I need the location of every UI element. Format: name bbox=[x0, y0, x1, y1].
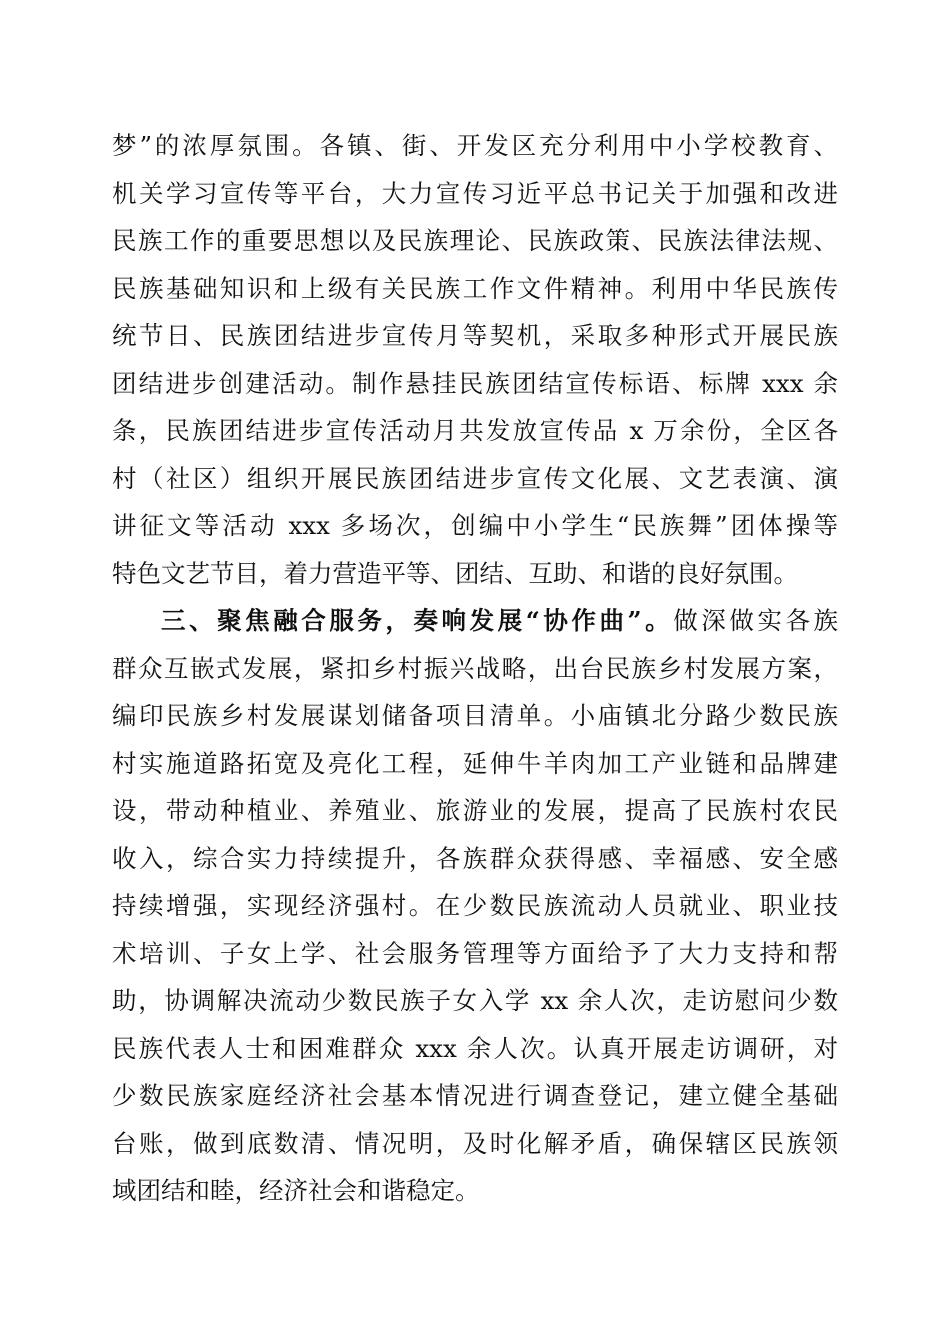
text-line: 梦”的浓厚氛围。各镇、街、开发区充分利用中小学校教育、 bbox=[112, 131, 838, 160]
text-line: 助，协调解决流动少数民族子女入学 xx 余人次，走访慰问少数 bbox=[112, 986, 838, 1015]
text-line: 群众互嵌式发展，紧扣乡村振兴战略，出台民族乡村发展方案， bbox=[112, 653, 838, 683]
heading-line-rest: 做深做实各族 bbox=[673, 606, 839, 635]
text-line: 村（社区）组织开展民族团结进步宣传文化展、文艺表演、演 bbox=[112, 463, 838, 493]
text-line: 民族代表人士和困难群众 xxx 余人次。认真开展走访调研，对 bbox=[112, 1033, 838, 1063]
text-line: 特色文艺节目，着力营造平等、团结、互助、和谐的良好氛围。 bbox=[112, 558, 798, 588]
text-line: 村实施道路拓宽及亮化工程，延伸牛羊肉加工产业链和品牌建 bbox=[112, 748, 838, 778]
text-line: 设，带动种植业、养殖业、旅游业的发展，提高了民族村农民 bbox=[112, 796, 838, 825]
text-line: 团结进步创建活动。制作悬挂民族团结宣传标语、标牌 xxx 余 bbox=[112, 368, 838, 398]
text-line: 民族工作的重要思想以及民族理论、民族政策、民族法律法规、 bbox=[112, 226, 838, 255]
text-line: 编印民族乡村发展谋划储备项目清单。小庙镇北分路少数民族 bbox=[112, 701, 838, 730]
text-line: 收入，综合实力持续提升，各族群众获得感、幸福感、安全感 bbox=[112, 843, 838, 873]
text-line: 持续增强，实现经济强村。在少数民族流动人员就业、职业技 bbox=[112, 891, 838, 920]
text-line: 统节日、民族团结进步宣传月等契机，采取多种形式开展民族 bbox=[112, 321, 838, 350]
document-body bbox=[112, 122, 838, 1215]
text-line: 民族基础知识和上级有关民族工作文件精神。利用中华民族传 bbox=[112, 273, 838, 303]
paragraph-2 bbox=[112, 597, 838, 1215]
text-line: 少数民族家庭经济社会基本情况进行调查登记，建立健全基础 bbox=[112, 1081, 838, 1110]
text-line: 域团结和睦，经济社会和谐稳定。 bbox=[112, 1176, 480, 1205]
section-heading: 三、聚焦融合服务，奏响发展“协作曲”。 bbox=[161, 606, 674, 635]
text-line: 机关学习宣传等平台，大力宣传习近平总书记关于加强和改进 bbox=[112, 178, 838, 208]
paragraph-1 bbox=[112, 122, 838, 597]
text-line: 术培训、子女上学、社会服务管理等方面给予了大力支持和帮 bbox=[112, 938, 838, 968]
text-line: 台账，做到底数清、情况明，及时化解矛盾，确保辖区民族领 bbox=[112, 1128, 838, 1158]
text-line: 条，民族团结进步宣传活动月共发放宣传品 x 万余份，全区各 bbox=[112, 416, 838, 445]
text-line bbox=[112, 597, 838, 645]
text-line: 讲征文等活动 xxx 多场次，创编中小学生“民族舞”团体操等 bbox=[112, 511, 838, 540]
